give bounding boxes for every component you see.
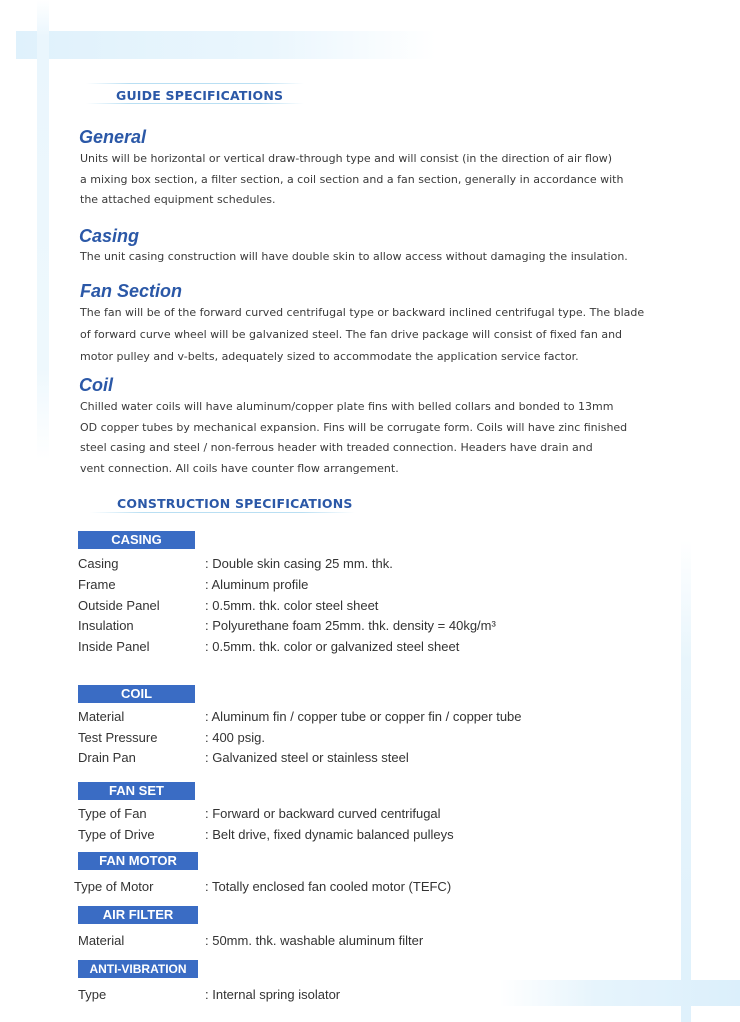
spec-value: : Totally enclosed fan cooled motor (TEFC) — [205, 879, 452, 894]
top-decorative-band — [16, 31, 436, 59]
spec-label: Test Pressure — [78, 730, 158, 745]
spec-label: Frame — [78, 577, 116, 592]
fan-section-paragraph — [80, 302, 644, 368]
category-fan-motor: FAN MOTOR — [78, 852, 198, 870]
general-heading: General — [79, 127, 147, 147]
spec-label: Type of Fan — [78, 806, 147, 821]
spec-value: : Aluminum profile — [205, 577, 309, 592]
fan-section-heading: Fan Section — [80, 281, 183, 301]
guide-title: GUIDE SPECIFICATIONS — [116, 88, 284, 103]
coil-line: steel casing and steel / non-ferrous header with treaded connection. Headers have drain and — [80, 441, 593, 454]
spec-value: : Double skin casing 25 mm. thk. — [205, 556, 393, 571]
spec-label: Outside Panel — [78, 598, 160, 613]
spec-label: Inside Panel — [78, 639, 150, 654]
coil-line: OD copper tubes by mechanical expansion. Fins will be corrugate form. Coils will have zinc finished — [80, 420, 628, 434]
construction-title-rule — [90, 512, 355, 513]
guide-title-rule-bottom — [86, 103, 304, 104]
spec-value: : 400 psig. — [205, 730, 265, 745]
spec-label: Type of Motor — [74, 879, 154, 894]
spec-value: : Belt drive, fixed dynamic balanced pulleys — [205, 827, 454, 842]
spec-label: Insulation — [78, 618, 134, 633]
casing-line: The unit casing construction will have double skin to allow access without damaging the insulation. — [80, 250, 628, 263]
category-casing: CASING — [78, 531, 195, 549]
spec-value: : 50mm. thk. washable aluminum filter — [205, 933, 424, 948]
coil-line: Chilled water coils will have aluminum/copper plate fins with belled collars and bonded to 13mm — [80, 400, 614, 413]
spec-value: : Internal spring isolator — [205, 987, 341, 1002]
left-decorative-band — [37, 0, 49, 460]
spec-value: : Aluminum fin / copper tube or copper fin / copper tube — [205, 709, 522, 724]
fan-section-line: motor pulley and v-belts, adequately sized to accommodate the application service factor. — [80, 350, 579, 363]
category-fan-set: FAN SET — [78, 782, 195, 800]
category-air-filter: AIR FILTER — [78, 906, 198, 924]
spec-label: Type of Drive — [78, 827, 155, 842]
casing-heading: Casing — [79, 226, 140, 246]
spec-value: : 0.5mm. thk. color steel sheet — [205, 598, 379, 613]
fan-section-line: of forward curve wheel will be galvanized steel. The fan drive package will consist of fixed fan and — [80, 328, 623, 341]
fan-section-line: The fan will be of the forward curved centrifugal type or backward inclined centrifugal type. The blade — [80, 306, 645, 319]
general-line: Units will be horizontal or vertical draw-through type and will consist (in the direction of air flow) — [80, 152, 613, 165]
general-paragraph — [80, 149, 623, 211]
casing-paragraph — [80, 247, 628, 268]
spec-label: Drain Pan — [78, 750, 136, 765]
spec-label: Material — [78, 933, 125, 948]
coil-paragraph — [80, 397, 627, 479]
spec-value: : Polyurethane foam 25mm. thk. density = 40kg/m³ — [205, 618, 496, 633]
category-anti-vibration: ANTI-VIBRATION — [78, 960, 198, 978]
bottom-decorative-band — [500, 980, 740, 1006]
category-coil: COIL — [78, 685, 195, 703]
construction-title: CONSTRUCTION SPECIFICATIONS — [117, 496, 353, 511]
spec-label: Casing — [78, 556, 119, 571]
coil-line: vent connection. All coils have counter flow arrangement. — [80, 461, 399, 475]
guide-title-rule-top — [86, 83, 304, 84]
spec-value: : 0.5mm. thk. color or galvanized steel sheet — [205, 639, 460, 654]
spec-value: : Forward or backward curved centrifugal — [205, 806, 441, 821]
general-line: the attached equipment schedules. — [80, 193, 276, 206]
right-decorative-band — [681, 540, 691, 1022]
spec-label: Type — [78, 987, 107, 1002]
spec-label: Material — [78, 709, 125, 724]
spec-value: : Galvanized steel or stainless steel — [205, 750, 409, 765]
coil-heading: Coil — [79, 375, 113, 395]
general-line: a mixing box section, a filter section, a coil section and a fan section, generally in accordance with — [80, 172, 624, 186]
